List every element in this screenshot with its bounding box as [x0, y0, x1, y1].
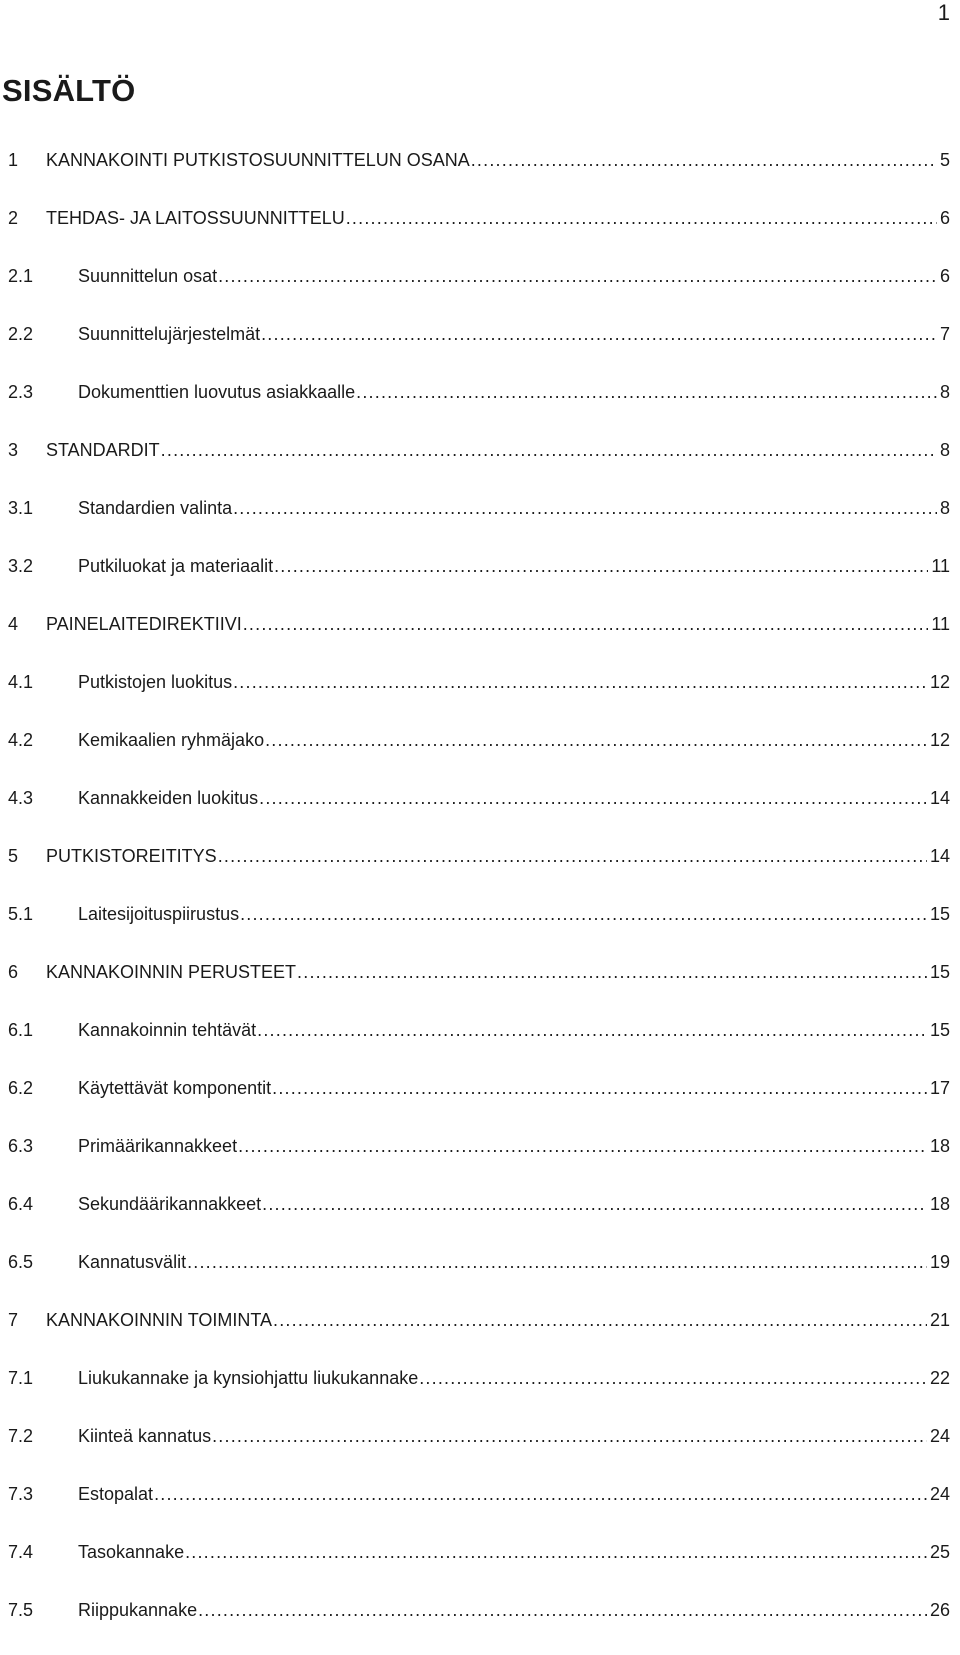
- toc-entry-page: 8: [939, 382, 950, 402]
- toc-entry-page: 6: [939, 266, 950, 286]
- toc-entry[interactable]: [0, 1423, 950, 1481]
- toc-entry-line: [78, 1423, 950, 1449]
- dot-leader: [259, 785, 927, 811]
- toc-entry-label: Käytettävät komponentit: [78, 1078, 272, 1098]
- toc-entry-line: [78, 1481, 950, 1507]
- toc-entry-label: PUTKISTOREITITYS: [46, 846, 217, 866]
- page-number: 1: [937, 0, 950, 25]
- toc-entry-number: 7.2: [8, 1426, 34, 1446]
- toc-entry-line: [78, 495, 950, 521]
- toc-entry-line: [78, 1133, 950, 1159]
- toc-entry-number: 4.3: [8, 788, 34, 808]
- toc-entry-label: Primäärikannakkeet: [78, 1136, 238, 1156]
- toc-entry-line: [46, 959, 950, 985]
- toc-entry-number: 7.4: [8, 1542, 34, 1562]
- toc-entry-page: 6: [939, 208, 950, 228]
- toc-entry[interactable]: [0, 1133, 950, 1191]
- toc-entry-number: 3.2: [8, 556, 34, 576]
- toc-entry-number: 2.1: [8, 266, 34, 286]
- toc-entry-page: 12: [929, 672, 950, 692]
- toc-entry-page: 18: [929, 1136, 950, 1156]
- toc-entry-label: KANNAKOINNIN TOIMINTA: [46, 1310, 273, 1330]
- toc-entry-page: 24: [929, 1426, 950, 1446]
- toc-entry[interactable]: [0, 437, 950, 495]
- dot-leader: [419, 1365, 927, 1391]
- toc-entry-page: 15: [929, 962, 950, 982]
- dot-leader: [356, 379, 937, 405]
- dot-leader: [218, 263, 937, 289]
- toc-entry-label: Laitesijoituspiirustus: [78, 904, 240, 924]
- toc-entry-label: Estopalat: [78, 1484, 154, 1504]
- toc-entry-number: 7.5: [8, 1600, 34, 1620]
- toc-entry-number: 2: [8, 208, 19, 228]
- toc-entry-number: 6.5: [8, 1252, 34, 1272]
- toc-entry[interactable]: [0, 553, 950, 611]
- toc-entry-line: [78, 321, 950, 347]
- dot-leader: [161, 437, 937, 463]
- toc-entry-line: [78, 1365, 950, 1391]
- dot-leader: [346, 205, 937, 231]
- toc-entry-number: 5: [8, 846, 19, 866]
- toc-entry-number: 7: [8, 1310, 19, 1330]
- toc-entry-label: Kiinteä kannatus: [78, 1426, 212, 1446]
- toc-entry-page: 26: [929, 1600, 950, 1620]
- toc-entry-label: Dokumenttien luovutus asiakkaalle: [78, 382, 356, 402]
- toc-entry-number: 6.2: [8, 1078, 34, 1098]
- toc-entry[interactable]: [0, 959, 950, 1017]
- toc-entry[interactable]: [0, 1017, 950, 1075]
- dot-leader: [233, 495, 937, 521]
- dot-leader: [272, 1075, 927, 1101]
- toc-entry-label: Kannakkeiden luokitus: [78, 788, 259, 808]
- toc-entry[interactable]: [0, 1365, 950, 1423]
- dot-leader: [273, 1307, 927, 1333]
- toc-entry-label: Standardien valinta: [78, 498, 233, 518]
- dot-leader: [262, 1191, 927, 1217]
- toc-entry-page: 8: [939, 440, 950, 460]
- toc-entry[interactable]: [0, 727, 950, 785]
- toc-entry-page: 5: [939, 150, 950, 170]
- dot-leader: [185, 1539, 927, 1565]
- toc-entry-page: 14: [929, 846, 950, 866]
- toc-entry-line: [46, 611, 950, 637]
- page-title: SISÄLTÖ: [2, 73, 136, 108]
- toc-entry-label: Suunnittelujärjestelmät: [78, 324, 261, 344]
- dot-leader: [154, 1481, 927, 1507]
- table-of-contents: [0, 147, 950, 1655]
- toc-entry-label: STANDARDIT: [46, 440, 160, 460]
- dot-leader: [261, 321, 937, 347]
- toc-entry-number: 4: [8, 614, 19, 634]
- toc-entry[interactable]: [0, 1597, 950, 1655]
- toc-entry[interactable]: [0, 669, 950, 727]
- toc-entry-page: 15: [929, 1020, 950, 1040]
- toc-entry-line: [46, 843, 950, 869]
- toc-entry[interactable]: [0, 205, 950, 263]
- toc-entry-line: [78, 553, 950, 579]
- toc-entry-line: [78, 1249, 950, 1275]
- toc-entry[interactable]: [0, 1249, 950, 1307]
- toc-entry-label: PAINELAITEDIREKTIIVI: [46, 614, 242, 634]
- toc-entry-line: [78, 1597, 950, 1623]
- toc-entry-page: 15: [929, 904, 950, 924]
- toc-entry[interactable]: [0, 263, 950, 321]
- toc-entry-line: [78, 1191, 950, 1217]
- toc-entry-page: 18: [929, 1194, 950, 1214]
- toc-entry-page: 7: [939, 324, 950, 344]
- toc-entry[interactable]: [0, 843, 950, 901]
- toc-entry-number: 4.2: [8, 730, 34, 750]
- toc-entry-line: [78, 669, 950, 695]
- toc-entry[interactable]: [0, 1075, 950, 1133]
- dot-leader: [243, 611, 929, 637]
- toc-entry-number: 5.1: [8, 904, 34, 924]
- toc-entry-label: KANNAKOINTI PUTKISTOSUUNNITTELUN OSANA: [46, 150, 470, 170]
- dot-leader: [297, 959, 927, 985]
- toc-entry-number: 4.1: [8, 672, 34, 692]
- toc-entry-label: Tasokannake: [78, 1542, 185, 1562]
- toc-entry-label: Liukukannake ja kynsiohjattu liukukannake: [78, 1368, 419, 1388]
- dot-leader: [240, 901, 927, 927]
- dot-leader: [274, 553, 928, 579]
- toc-entry-number: 3.1: [8, 498, 34, 518]
- dot-leader: [233, 669, 927, 695]
- toc-entry-page: 11: [931, 614, 950, 634]
- toc-entry-label: Suunnittelun osat: [78, 266, 218, 286]
- toc-entry[interactable]: [0, 147, 950, 205]
- toc-entry[interactable]: [0, 1191, 950, 1249]
- toc-entry-line: [46, 1307, 950, 1333]
- toc-entry[interactable]: [0, 1539, 950, 1597]
- toc-entry[interactable]: [0, 611, 950, 669]
- toc-entry-label: Sekundäärikannakkeet: [78, 1194, 262, 1214]
- toc-entry-page: 25: [929, 1542, 950, 1562]
- toc-entry-label: KANNAKOINNIN PERUSTEET: [46, 962, 297, 982]
- toc-entry-label: Kemikaalien ryhmäjako: [78, 730, 265, 750]
- toc-entry-page: 22: [929, 1368, 950, 1388]
- toc-entry-page: 24: [929, 1484, 950, 1504]
- dot-leader: [471, 147, 937, 173]
- toc-entry-line: [78, 785, 950, 811]
- toc-entry-page: 17: [929, 1078, 950, 1098]
- toc-entry-number: 7.3: [8, 1484, 34, 1504]
- dot-leader: [238, 1133, 927, 1159]
- toc-entry-number: 6.4: [8, 1194, 34, 1214]
- dot-leader: [212, 1423, 927, 1449]
- toc-entry-label: TEHDAS- JA LAITOSSUUNNITTELU: [46, 208, 345, 228]
- toc-entry-line: [78, 727, 950, 753]
- toc-entry-number: 7.1: [8, 1368, 34, 1388]
- toc-entry-line: [78, 263, 950, 289]
- dot-leader: [257, 1017, 927, 1043]
- toc-entry-page: 14: [929, 788, 950, 808]
- toc-entry-line: [78, 1075, 950, 1101]
- toc-entry-number: 6.1: [8, 1020, 34, 1040]
- toc-entry[interactable]: [0, 785, 950, 843]
- toc-entry-number: 6: [8, 962, 19, 982]
- toc-entry-label: Putkiluokat ja materiaalit: [78, 556, 274, 576]
- dot-leader: [198, 1597, 927, 1623]
- toc-entry[interactable]: [0, 495, 950, 553]
- toc-entry-line: [78, 1539, 950, 1565]
- toc-entry[interactable]: [0, 1307, 950, 1365]
- toc-entry-line: [78, 379, 950, 405]
- toc-entry-page: 12: [929, 730, 950, 750]
- toc-entry-page: 19: [929, 1252, 950, 1272]
- toc-entry-label: Putkistojen luokitus: [78, 672, 233, 692]
- dot-leader: [187, 1249, 927, 1275]
- toc-entry-label: Kannatusvälit: [78, 1252, 187, 1272]
- toc-entry[interactable]: [0, 321, 950, 379]
- toc-entry[interactable]: [0, 379, 950, 437]
- toc-entry-line: [46, 147, 950, 173]
- toc-entry-number: 6.3: [8, 1136, 34, 1156]
- toc-entry-number: 3: [8, 440, 19, 460]
- toc-entry-number: 2.2: [8, 324, 34, 344]
- dot-leader: [218, 843, 927, 869]
- toc-entry-number: 1: [8, 150, 19, 170]
- toc-entry-label: Riippukannake: [78, 1600, 198, 1620]
- toc-entry-line: [46, 437, 950, 463]
- dot-leader: [265, 727, 927, 753]
- toc-entry-line: [78, 1017, 950, 1043]
- toc-entry-number: 2.3: [8, 382, 34, 402]
- toc-entry-page: 21: [929, 1310, 950, 1330]
- toc-entry-line: [78, 901, 950, 927]
- toc-entry-page: 11: [931, 556, 950, 576]
- toc-entry[interactable]: [0, 1481, 950, 1539]
- toc-entry-line: [46, 205, 950, 231]
- toc-entry-page: 8: [939, 498, 950, 518]
- toc-entry-label: Kannakoinnin tehtävät: [78, 1020, 257, 1040]
- toc-entry[interactable]: [0, 901, 950, 959]
